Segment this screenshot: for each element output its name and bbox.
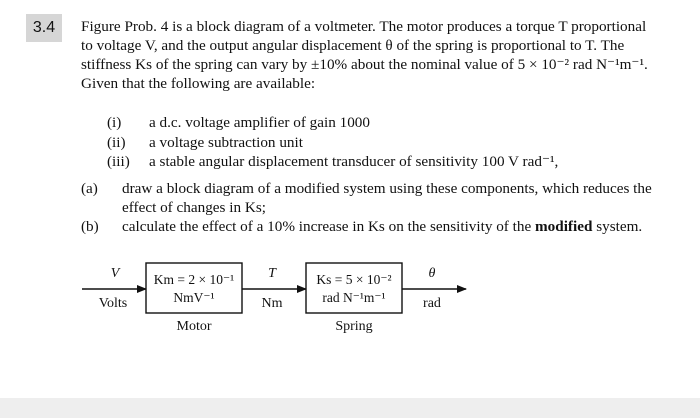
output-signal-label: θ <box>428 266 436 281</box>
motor-gain-line1: Km = 2 × 10⁻¹ <box>153 272 235 287</box>
output-unit-label: rad <box>423 296 441 311</box>
intro-line: to voltage V, and the output angular displacement θ of the spring is proportional to T. The <box>81 37 625 54</box>
page-bottom-strip <box>0 398 700 418</box>
input-unit-label: Volts <box>98 296 128 311</box>
part-number: (a) <box>81 180 98 197</box>
part-number: (b) <box>81 218 99 235</box>
question-number: 3.4 <box>26 14 62 42</box>
part-a-continued: effect of changes in Ks; <box>122 199 266 216</box>
item-number: (ii) <box>107 133 126 151</box>
intro-line: stiffness Ks of the spring can vary by ±10% about the nominal value of 5 × 10⁻² rad N⁻¹m⁻¹. <box>81 56 648 73</box>
part-text-end: system. <box>592 218 643 235</box>
item-text: a stable angular displacement transducer of sensitivity 100 V rad⁻¹, <box>149 153 559 170</box>
torque-signal-label: T <box>268 266 276 281</box>
spring-stiffness-line1: Ks = 5 × 10⁻² <box>316 272 392 287</box>
spring-stiffness-line2: rad N⁻¹m⁻¹ <box>322 290 386 305</box>
emphasis-text: modified <box>535 218 593 235</box>
spring-block <box>306 263 402 313</box>
part-text: draw a block diagram of a modified system using these components, which reduces the <box>122 180 652 197</box>
item-text: a voltage subtraction unit <box>149 133 303 151</box>
intro-line: Given that the following are available: <box>81 75 316 92</box>
motor-gain-line2: NmV⁻¹ <box>173 290 215 305</box>
input-signal-label: V <box>110 266 120 281</box>
motor-block <box>146 263 242 313</box>
item-text: a d.c. voltage amplifier of gain 1000 <box>149 114 370 131</box>
item-number: (i) <box>107 114 122 131</box>
motor-label: Motor <box>176 319 212 334</box>
torque-unit-label: Nm <box>261 296 283 311</box>
part-text: calculate the effect of a 10% increase in Ks on the sensitivity of the <box>122 218 536 235</box>
spring-label: Spring <box>335 319 373 334</box>
intro-line: Figure Prob. 4 is a block diagram of a voltmeter. The motor produces a torque T proportional <box>81 18 647 35</box>
item-number: (iii) <box>107 153 130 170</box>
